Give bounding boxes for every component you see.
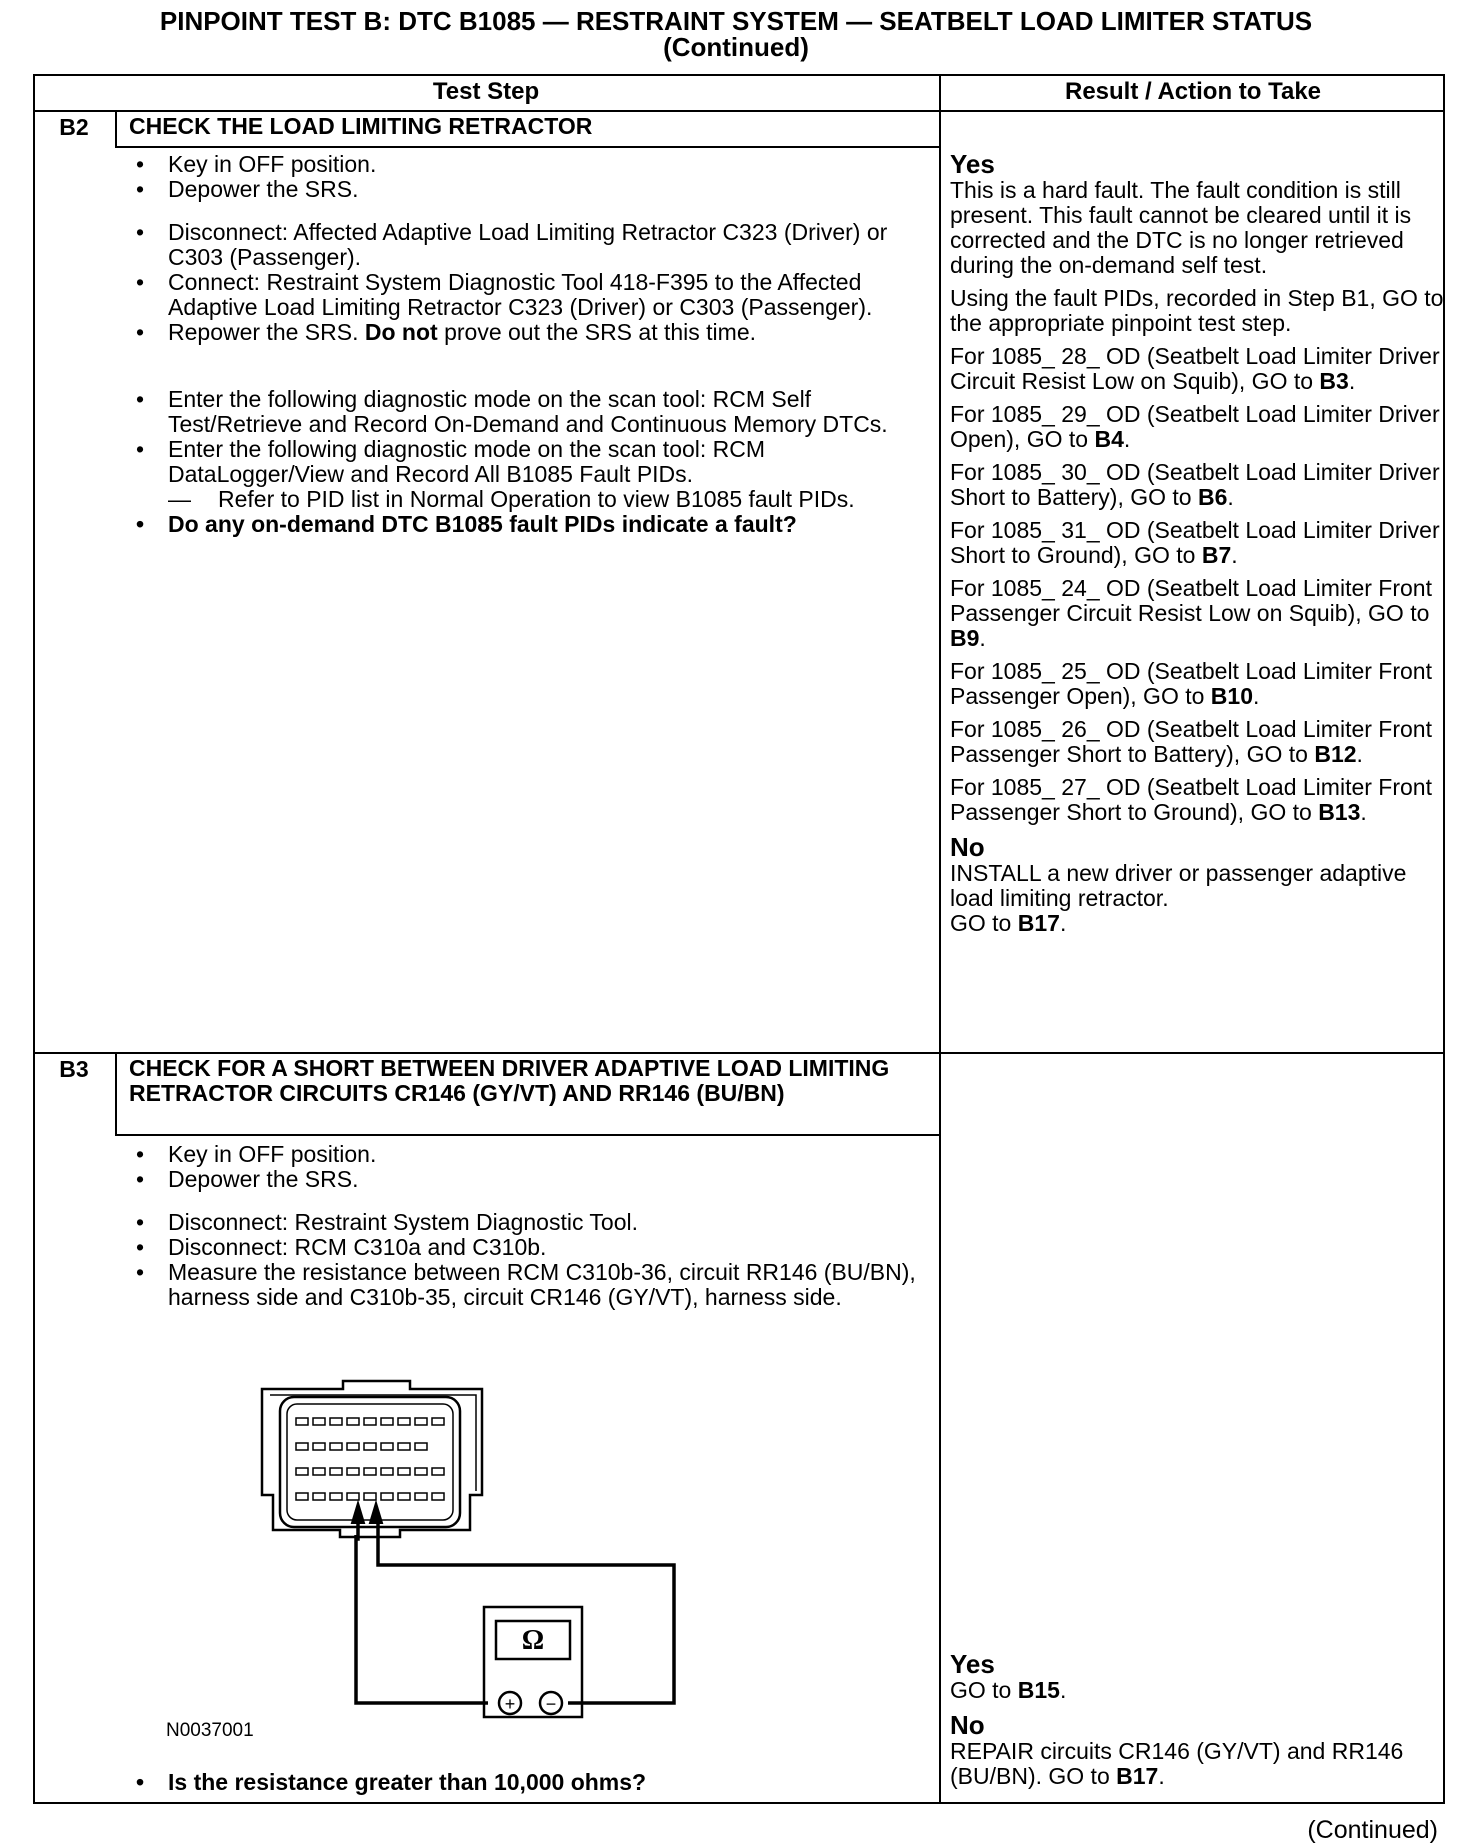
list-item: • Enter the following diagnostic mode on the scan tool: RCM Self Test/Retrieve and Record On-Demand and Continuous Memory DTCs. [135,386,888,437]
list-item: • Connect: Restraint System Diagnostic Tool 418-F395 to the Affected Adaptive Load Limiting Retractor C323 (Driver) or C303 (Passenger). [135,269,873,320]
list-item: • Disconnect: Affected Adaptive Load Limiting Retractor C323 (Driver) or C303 (Passenger). [135,219,888,270]
b3-step-list [130,1142,920,1310]
list-item: • Depower the SRS. [135,1166,359,1192]
b2-no-goto: GO to B17. [950,910,1067,936]
b2-title-rule [115,146,941,148]
goto-link[interactable]: B12 [1314,741,1357,767]
list-item: • Key in OFF position. [135,1141,377,1167]
b2-route: For 1085_ 31_ OD (Seatbelt Load Limiter Driver Short to Ground), GO to B7. [950,517,1440,568]
goto-link[interactable]: B9 [950,625,980,651]
goto-link[interactable]: B17 [1017,910,1060,936]
goto-link[interactable]: B13 [1318,799,1361,825]
goto-link[interactable]: B7 [1201,542,1232,568]
b2-id-divider [115,110,117,146]
b3-title-rule [115,1134,941,1136]
b2-route: For 1085_ 27_ OD (Seatbelt Load Limiter Front Passenger Short to Ground), GO to B13. [950,774,1432,825]
header-result: Result / Action to Take [1064,78,1322,105]
b3-yes-label: Yes [950,1649,995,1679]
list-item: • Repower the SRS. Do not prove out the SRS at this time. [135,319,757,345]
list-item: • Enter the following diagnostic mode on the scan tool: RCM DataLogger/View and Record All B1085 Fault PIDs. [135,436,766,487]
list-item: • Disconnect: Restraint System Diagnostic Tool. [135,1209,638,1235]
minus-terminal: − [545,1694,557,1714]
b3-yes-text: GO to B15. [950,1677,1067,1703]
list-item: • Key in OFF position. [135,151,377,177]
list-subitem: — Refer to PID list in Normal Operation to view B1085 fault PIDs. [168,486,855,512]
goto-link[interactable]: B4 [1094,426,1124,452]
b2-route: For 1085_ 30_ OD (Seatbelt Load Limiter Driver Short to Battery), GO to B6. [950,459,1440,510]
b3-question [130,1770,920,1795]
goto-link[interactable]: B15 [1017,1677,1060,1703]
b3-no-label: No [950,1710,985,1740]
b2-route: For 1085_ 29_ OD (Seatbelt Load Limiter Driver Open), GO to B4. [950,401,1440,452]
b2-step-list [130,152,920,537]
list-item-question: • Do any on-demand DTC B1085 fault PIDs indicate a fault? [135,511,797,537]
connector-ohmmeter-diagram [0,1375,940,1785]
title-line-2: (Continued) [663,32,809,62]
b2-no-text: INSTALL a new driver or passenger adaptive load limiting retractor. [950,860,1407,911]
b2-step-id: B2 [59,114,89,140]
b2-result [950,150,1445,944]
header-test-step: Test Step [432,78,540,105]
figure-id: N0037001 [166,1720,254,1741]
page-title [0,8,1472,60]
title-line-1: PINPOINT TEST B: DTC B1085 — RESTRAINT SYSTEM — SEATBELT LOAD LIMITER STATUS [159,6,1313,36]
b3-no-text: REPAIR circuits CR146 (GY/VT) and RR146 (BU/BN). GO to B17. [950,1738,1404,1789]
goto-link[interactable]: B3 [1319,368,1349,394]
b2-route: For 1085_ 26_ OD (Seatbelt Load Limiter Front Passenger Short to Battery), GO to B12. [950,716,1432,767]
ohmmeter [484,1607,582,1717]
continued-footer: (Continued) [1307,1816,1438,1844]
b2-yes-label: Yes [950,149,995,179]
b2-yes-guidance: Using the fault PIDs, recorded in Step B1, GO to the appropriate pinpoint test step. [950,285,1444,336]
b3-id-divider [115,1052,117,1136]
list-item: • Disconnect: RCM C310a and C310b. [135,1234,547,1260]
b2-b3-rule [33,1052,1445,1054]
b2-route: For 1085_ 28_ OD (Seatbelt Load Limiter Driver Circuit Resist Low on Squib), GO to B3. [950,343,1440,394]
list-item-question: • Is the resistance greater than 10,000 ohms? [135,1769,647,1795]
goto-link[interactable]: B10 [1210,683,1253,709]
goto-link[interactable]: B17 [1116,1763,1159,1789]
list-item: • Depower the SRS. [135,176,359,202]
b3-step-title: CHECK FOR A SHORT BETWEEN DRIVER ADAPTIVE LOAD LIMITING RETRACTOR CIRCUITS CR146 (GY/VT) AND RR146 (BU/BN) [129,1055,890,1106]
header-rule [33,110,1445,112]
b3-result [950,1650,1445,1789]
goto-link[interactable]: B6 [1197,484,1228,510]
b2-no-label: No [950,832,985,862]
test-leads [356,1521,674,1703]
b2-route: For 1085_ 24_ OD (Seatbelt Load Limiter Front Passenger Circuit Resist Low on Squib), GO to B9. [950,575,1432,651]
plus-terminal: + [504,1694,516,1714]
b2-yes-text: This is a hard fault. The fault condition is still present. This fault cannot be cleared until it is corrected and the DTC is no longer retrieved during the on-demand self test. [950,177,1412,278]
ohm-symbol: Ω [521,1625,545,1656]
b2-step-title: CHECK THE LOAD LIMITING RETRACTOR [129,113,593,139]
connector-pin-block [280,1397,460,1527]
list-item: • Measure the resistance between RCM C310b-36, circuit RR146 (BU/BN), harness side and C310b-35, circuit CR146 (GY/VT), harness side. [135,1259,916,1310]
connector-pins [296,1418,444,1500]
b2-route: For 1085_ 25_ OD (Seatbelt Load Limiter Front Passenger Open), GO to B10. [950,658,1432,709]
b3-step-id: B3 [59,1056,89,1082]
